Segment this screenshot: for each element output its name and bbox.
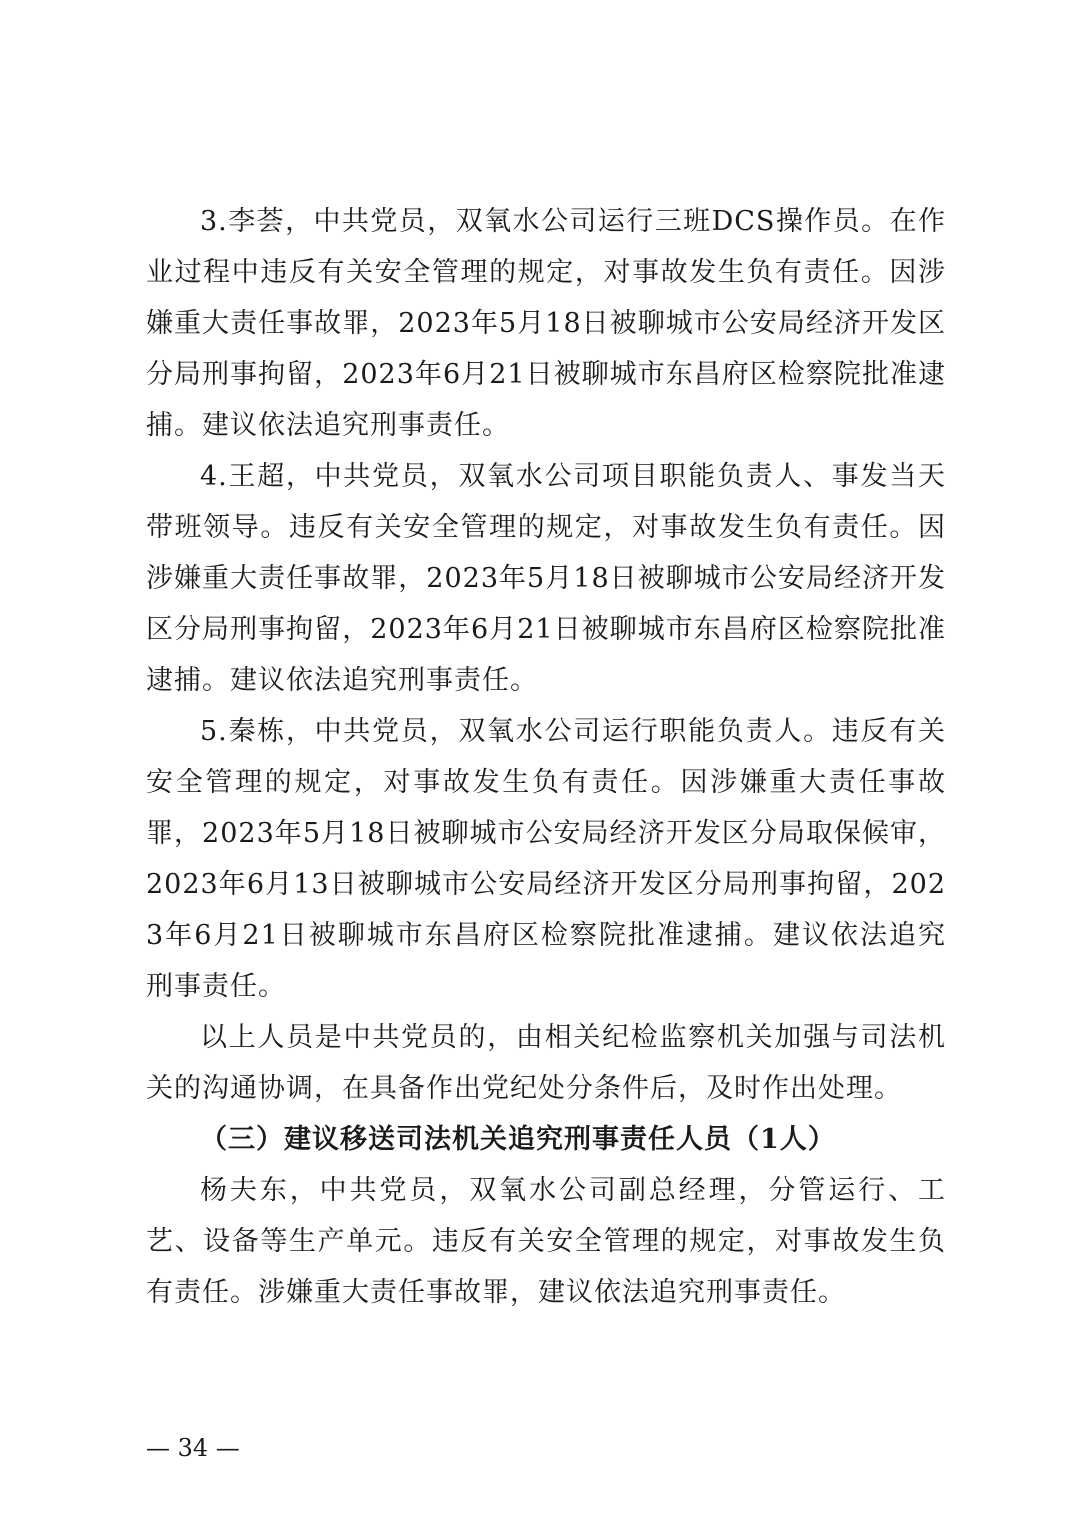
- paragraph-qin-dong: 5.秦栋，中共党员，双氧水公司运行职能负责人。违反有关安全管理的规定，对事故发生负有责任。因涉嫌重大责任事故罪，2023年5月18日被聊城市公安局经济开发区分局取保候审，2023年6月13日被聊城市公安局经济开发区分局刑事拘留，2023年6月21日被聊城市东昌府区检察院批准逮捕。建议依法追究刑事责任。: [146, 716, 946, 1002]
- paragraph-wang-chao: 4.王超，中共党员，双氧水公司项目职能负责人、事发当天带班领导。违反有关安全管理的规定，对事故发生负有责任。因涉嫌重大责任事故罪，2023年5月18日被聊城市公安局经济开发区分局刑事拘留，2023年6月21日被聊城市东昌府区检察院批准逮捕。建议依法追究刑事责任。: [146, 461, 946, 696]
- document-body: [146, 196, 946, 1318]
- paragraph-party-members-note: 以上人员是中共党员的，由相关纪检监察机关加强与司法机关的沟通协调，在具备作出党纪处分条件后，及时作出处理。: [146, 1022, 946, 1104]
- paragraph-yang-fudong: 杨夫东，中共党员，双氧水公司副总经理，分管运行、工艺、设备等生产单元。违反有关安全管理的规定，对事故发生负有责任。涉嫌重大责任事故罪，建议依法追究刑事责任。: [146, 1175, 946, 1308]
- paragraph-li-hui: 3.李荟，中共党员，双氧水公司运行三班DCS操作员。在作业过程中违反有关安全管理的规定，对事故发生负有责任。因涉嫌重大责任事故罪，2023年5月18日被聊城市公安局经济开发区分局刑事拘留，2023年6月21日被聊城市东昌府区检察院批准逮捕。建议依法追究刑事责任。: [146, 206, 946, 441]
- page-number: — 34 —: [146, 1434, 240, 1462]
- section-heading: （三）建议移送司法机关追究刑事责任人员（1人）: [200, 1124, 836, 1155]
